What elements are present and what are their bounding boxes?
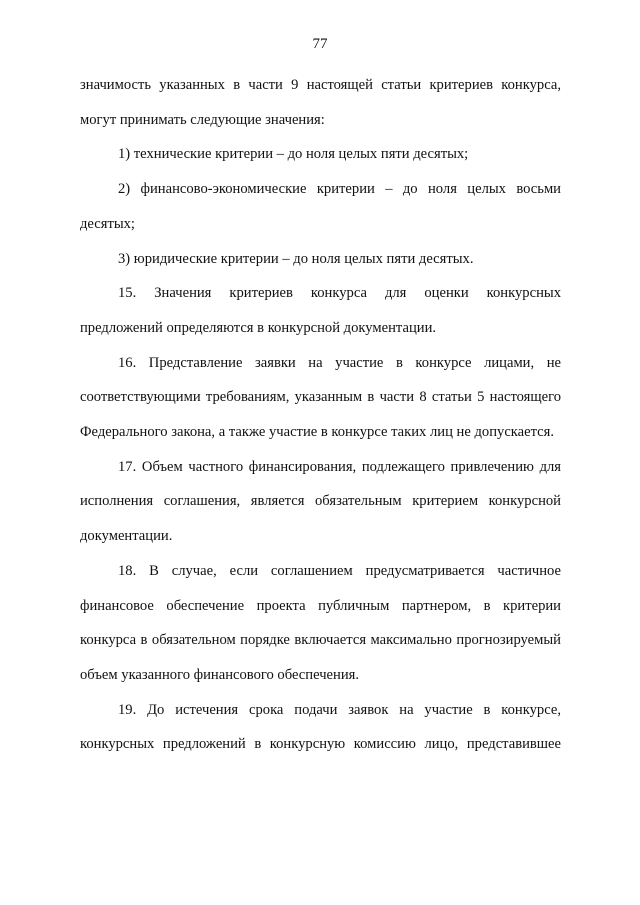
paragraph-item-19: 19. До истечения срока подачи заявок на участие в конкурсе, конкурсных предложений в конкурсную комиссию лицо, представившее	[80, 701, 561, 753]
paragraph-item-15: 15. Значения критериев конкурса для оценки конкурсных предложений определяются в конкурсной документации.	[80, 285, 561, 336]
paragraph-financial-criteria: 2) финансово-экономические критерии – до ноля целых восьми десятых;	[80, 181, 561, 232]
page-number: 77	[312, 36, 328, 52]
paragraph-legal-criteria: 3) юридические критерии – до ноля целых пяти десятых.	[118, 250, 474, 267]
paragraph-item-17: 17. Объем частного финансирования, подлежащего привлечению для исполнения соглашения, является обязательным критерием конкурсной документации.	[80, 458, 561, 545]
paragraph-criteria-intro: значимость указанных в части 9 настоящей статьи критериев конкурса, могут принимать следующие значения:	[80, 77, 561, 128]
document-body	[80, 68, 561, 762]
paragraph-item-18: 18. В случае, если соглашением предусматривается частичное финансовое обеспечение проекта публичным партнером, в критерии конкурса в обязательном порядке включается максимально прогнозируемый объем указанного финансового обеспечения.	[80, 562, 561, 683]
paragraph-technical-criteria: 1) технические критерии – до ноля целых пяти десятых;	[118, 146, 469, 163]
paragraph-item-16: 16. Представление заявки на участие в конкурсе лицами, не соответствующими требованиям, указанным в части 8 статьи 5 настоящего Федерального закона, а также участие в конкурсе таких лиц не допускается.	[80, 354, 561, 441]
